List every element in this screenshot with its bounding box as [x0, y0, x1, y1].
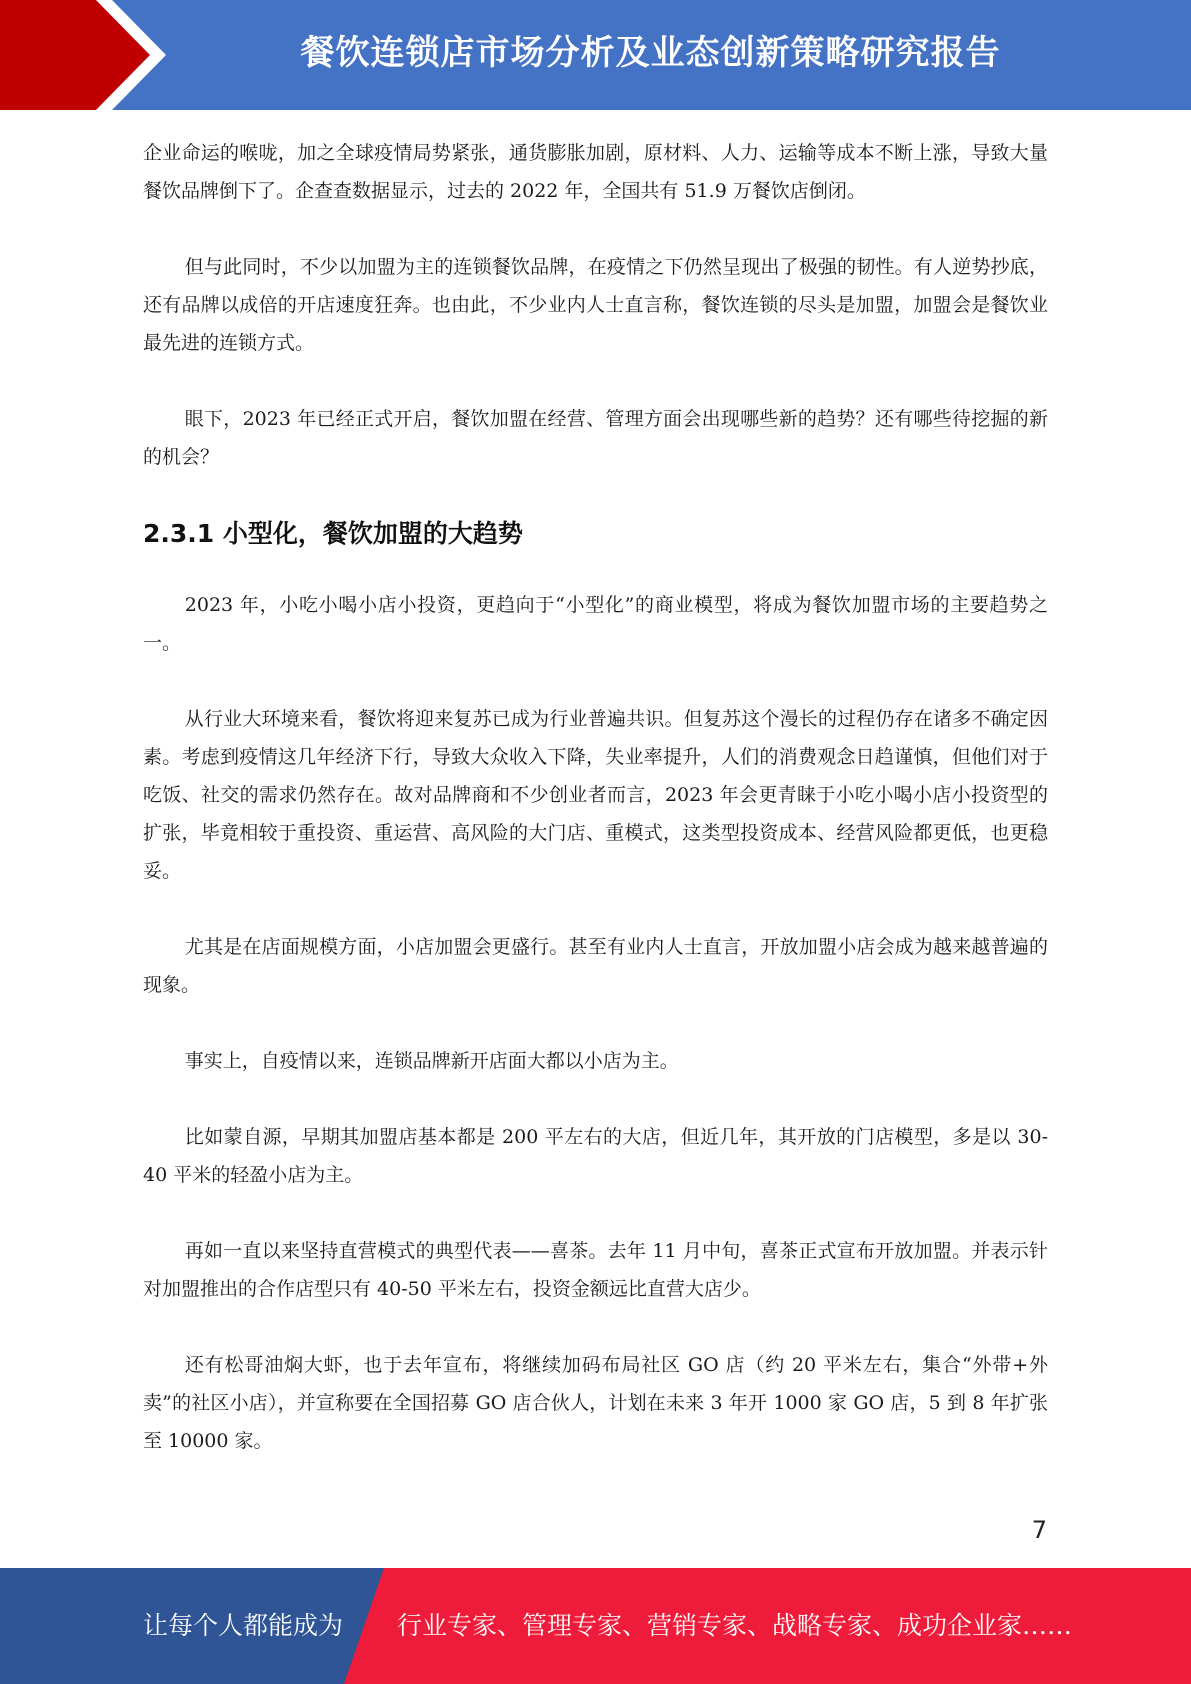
section-heading: 2.3.1 小型化，餐饮加盟的大趋势	[143, 519, 523, 548]
report-title: 餐饮连锁店市场分析及业态创新策略研究报告	[300, 33, 1001, 73]
paragraph-section-1: 2023 年，小吃小喝小店小投资，更趋向于“小型化”的商业模型，将成为餐饮加盟市场的主要趋势之一。	[143, 594, 1048, 654]
page-content	[143, 134, 1048, 1460]
paragraph-intro-3: 眼下，2023 年已经正式开启，餐饮加盟在经营、管理方面会出现哪些新的趋势？还有哪些待挖掘的新的机会？	[143, 408, 1048, 468]
paragraph-section-3: 尤其是在店面规模方面，小店加盟会更盛行。甚至有业内人士直言，开放加盟小店会成为越来越普遍的现象。	[143, 936, 1048, 996]
paragraph-section-5: 比如蒙自源，早期其加盟店基本都是 200 平左右的大店，但近几年，其开放的门店模型，多是以 30-40 平米的轻盈小店为主。	[143, 1126, 1048, 1186]
page-footer	[0, 1568, 1191, 1684]
page-number: 7	[1031, 1516, 1047, 1544]
paragraph-intro-1: 企业命运的喉咙，加之全球疫情局势紧张，通货膨胀加剧，原材料、人力、运输等成本不断上涨，导致大量餐饮品牌倒下了。企查查数据显示，过去的 2022 年，全国共有 51.9 万餐饮店倒闭。	[143, 142, 1048, 202]
page-header	[0, 0, 1191, 110]
paragraph-section-4: 事实上，自疫情以来，连锁品牌新开店面大都以小店为主。	[184, 1050, 679, 1072]
footer-slogan-right: 行业专家、管理专家、营销专家、战略专家、成功企业家……	[397, 1611, 1073, 1640]
paragraph-section-2: 从行业大环境来看，餐饮将迎来复苏已成为行业普遍共识。但复苏这个漫长的过程仍存在诸多不确定因素。考虑到疫情这几年经济下行，导致大众收入下降，失业率提升，人们的消费观念日趋谨慎，但他们对于吃饭、社交的需求仍然存在。故对品牌商和不少创业者而言，2023 年会更青睐于小吃小喝小店小投资型的扩张，毕竟相较于重投资、重运营、高风险的大门店、重模式，这类型投资成本、经营风险都更低，也更稳妥。	[143, 708, 1048, 882]
paragraph-section-6: 再如一直以来坚持直营模式的典型代表——喜茶。去年 11 月中旬，喜茶正式宣布开放加盟。并表示针对加盟推出的合作店型只有 40-50 平米左右，投资金额远比直营大店少。	[143, 1240, 1048, 1300]
footer-slogan-left: 让每个人都能成为	[143, 1611, 344, 1640]
paragraph-intro-2: 但与此同时，不少以加盟为主的连锁餐饮品牌，在疫情之下仍然呈现出了极强的韧性。有人逆势抄底，还有品牌以成倍的开店速度狂奔。也由此，不少业内人士直言称，餐饮连锁的尽头是加盟，加盟会是餐饮业最先进的连锁方式。	[143, 256, 1048, 354]
paragraph-section-7: 还有松哥油焖大虾，也于去年宣布，将继续加码布局社区 GO 店（约 20 平米左右，集合“外带+外卖”的社区小店），并宣称要在全国招募 GO 店合伙人，计划在未来 3 年开 1000 家 GO 店，5 到 8 年扩张至 10000 家。	[143, 1354, 1048, 1452]
